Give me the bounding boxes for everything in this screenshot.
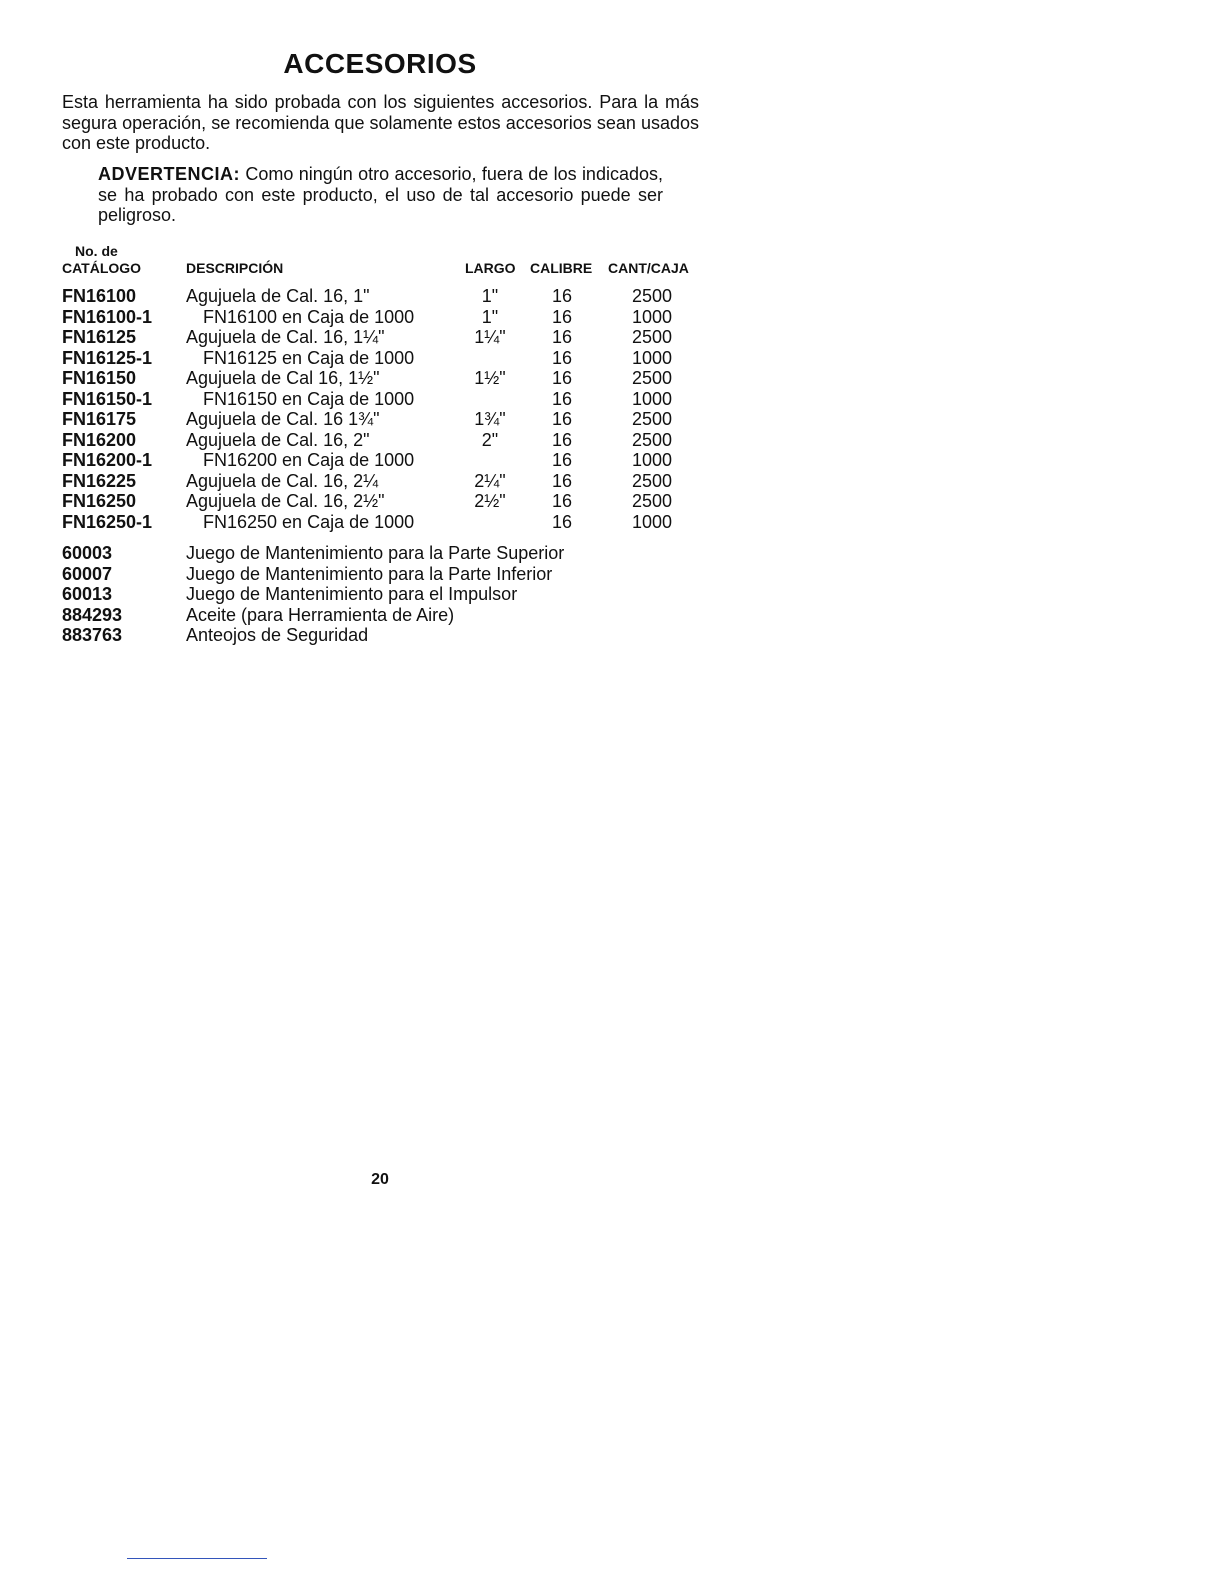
column-header-description: DESCRIPCIÓN	[186, 260, 284, 276]
catalog-number: FN16100-1	[62, 306, 153, 327]
description: Agujuela de Cal. 16, 2½"	[186, 491, 385, 511]
footer-rule	[127, 1558, 267, 1559]
gauge: 16	[551, 368, 573, 388]
length: 1"	[481, 306, 499, 327]
description: FN16200 en Caja de 1000	[203, 450, 415, 470]
gauge: 16	[551, 470, 573, 491]
gauge: 16	[551, 429, 573, 450]
catalog-number: 60007	[62, 563, 113, 584]
table-row	[0, 368, 760, 389]
gauge: 16	[551, 306, 573, 327]
length: 1½"	[474, 368, 506, 388]
gauge: 16	[551, 388, 573, 409]
length: 2½"	[474, 491, 506, 511]
description: Agujuela de Cal. 16, 2"	[186, 429, 370, 450]
quantity: 2500	[631, 327, 672, 347]
catalog-number: 884293	[62, 604, 123, 625]
gauge: 16	[551, 450, 573, 470]
description: FN16100 en Caja de 1000	[203, 306, 415, 327]
warning-text: Como ningún otro accesorio, fuera de los indicados, se ha probado con este producto, el uso de tal accesorio puede ser peligroso.	[98, 164, 663, 225]
description: Agujuela de Cal. 16, 2¼	[186, 470, 379, 491]
table-row	[0, 491, 760, 512]
catalog-number: FN16250	[62, 491, 137, 511]
length: 2¼"	[474, 470, 506, 491]
gauge: 16	[551, 286, 573, 306]
warning-label: ADVERTENCIA:	[98, 164, 241, 184]
quantity: 1000	[631, 388, 672, 409]
catalog-number: 883763	[62, 625, 123, 645]
gauge: 16	[551, 327, 573, 347]
table-row	[0, 471, 760, 492]
table-row	[0, 307, 760, 328]
column-header-catalog-line1: No. de	[75, 243, 118, 259]
quantity: 2500	[631, 429, 672, 450]
list-item	[0, 564, 760, 585]
description: Anteojos de Seguridad	[186, 625, 369, 645]
catalog-number: FN16250-1	[62, 511, 153, 532]
gauge: 16	[551, 511, 573, 532]
table-row	[0, 430, 760, 451]
table-row	[0, 327, 760, 348]
length: 1"	[481, 286, 499, 306]
list-item	[0, 584, 760, 605]
quantity: 2500	[631, 286, 672, 306]
description: Aceite (para Herramienta de Aire)	[186, 604, 455, 625]
quantity: 2500	[631, 491, 672, 511]
table-row	[0, 348, 760, 369]
column-header-quantity: CANT/CAJA	[608, 260, 689, 276]
quantity: 1000	[631, 511, 672, 532]
description: Juego de Mantenimiento para la Parte Inferior	[186, 563, 553, 584]
catalog-number: FN16200-1	[62, 450, 153, 470]
list-item	[0, 543, 760, 564]
quantity: 2500	[631, 409, 672, 429]
column-header-gauge: CALIBRE	[530, 260, 593, 276]
quantity: 1000	[631, 347, 672, 368]
table-row	[0, 409, 760, 430]
quantity: 2500	[631, 470, 672, 491]
catalog-number: FN16100	[62, 286, 137, 306]
table-row	[0, 450, 760, 471]
catalog-number: FN16225	[62, 470, 137, 491]
gauge: 16	[551, 347, 573, 368]
catalog-number: FN16175	[62, 409, 137, 429]
catalog-number: FN16150	[62, 368, 137, 388]
table-row	[0, 286, 760, 307]
catalog-number: FN16125-1	[62, 347, 153, 368]
column-header-catalog-line2: CATÁLOGO	[62, 260, 142, 276]
catalog-number: FN16125	[62, 327, 137, 347]
catalog-number: 60013	[62, 584, 113, 604]
page-title: ACCESORIOS	[283, 48, 477, 79]
list-item	[0, 625, 760, 646]
warning-paragraph	[98, 164, 663, 226]
accessory-table	[0, 286, 760, 532]
length: 1¾"	[474, 409, 506, 429]
catalog-number: 60003	[62, 543, 113, 563]
description: Agujuela de Cal. 16, 1¼"	[186, 327, 385, 347]
description: Juego de Mantenimiento para la Parte Superior	[186, 543, 565, 563]
gauge: 16	[551, 491, 573, 511]
description: Agujuela de Cal. 16 1¾"	[186, 409, 380, 429]
table-row	[0, 389, 760, 410]
length: 2"	[481, 429, 499, 450]
table-row	[0, 512, 760, 533]
description: FN16250 en Caja de 1000	[203, 511, 415, 532]
intro-paragraph: Esta herramienta ha sido probada con los siguientes accesorios. Para la más segura operación, se recomienda que solamente estos accesorios sean usados con este producto.	[62, 92, 699, 153]
gauge: 16	[551, 409, 573, 429]
catalog-number: FN16150-1	[62, 388, 153, 409]
column-header-length: LARGO	[465, 260, 516, 276]
description: Juego de Mantenimiento para el Impulsor	[186, 584, 518, 604]
description: Agujuela de Cal 16, 1½"	[186, 368, 380, 388]
list-item	[0, 605, 760, 626]
description: FN16125 en Caja de 1000	[203, 347, 415, 368]
catalog-number: FN16200	[62, 429, 137, 450]
page-number: 20	[371, 1171, 389, 1188]
length: 1¼"	[474, 327, 506, 347]
quantity: 1000	[631, 450, 672, 470]
extras-list	[0, 543, 760, 646]
column-header-catalog	[62, 243, 141, 277]
description: Agujuela de Cal. 16, 1"	[186, 286, 370, 306]
quantity: 1000	[631, 306, 672, 327]
quantity: 2500	[631, 368, 672, 388]
description: FN16150 en Caja de 1000	[203, 388, 415, 409]
